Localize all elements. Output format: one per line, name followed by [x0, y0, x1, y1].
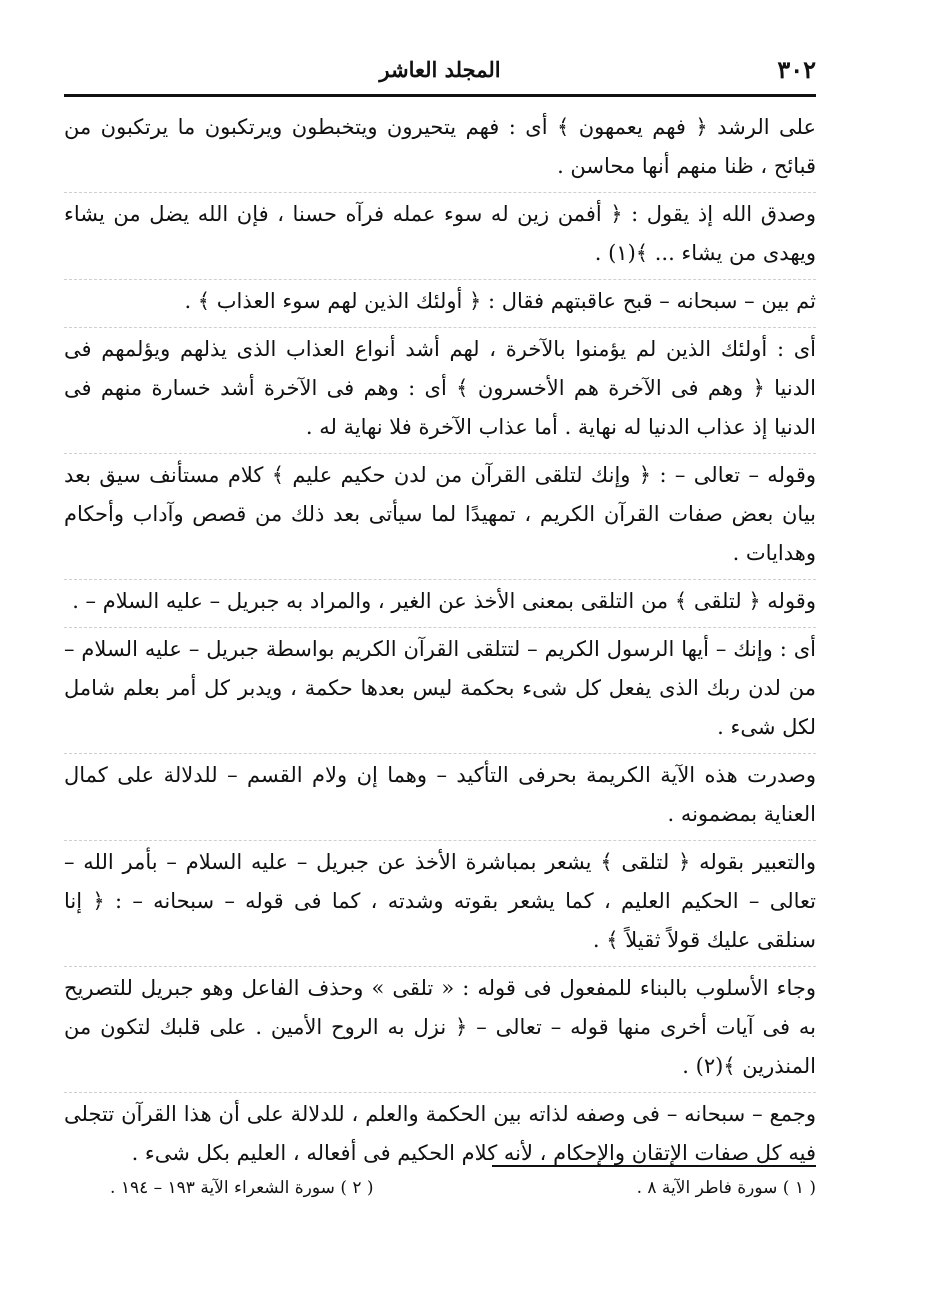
volume-title: المجلد العاشر — [379, 56, 501, 82]
paragraph: أى : أولئك الذين لم يؤمنوا بالآخرة ، لهم أشد أنواع العذاب الذى يذلهم ويؤلمهم فى الدنيا ﴿ وهم فى الآخرة هم الأخسرون ﴾ أى : وهم فى الآخرة أشد خسارة منهم فى الدنيا إذ عذاب الدنيا له نهاية . أما عذاب الآخرة فلا نهاية له . — [64, 327, 816, 447]
paragraph: وصدرت هذه الآية الكريمة بحرفى التأكيد – وهما إن ولام القسم – للدلالة على كمال العناية بمضمونه . — [64, 753, 816, 834]
paragraph: على الرشد ﴿ فهم يعمهون ﴾ أى : فهم يتحيرون ويتخبطون ويرتكبون ما يرتكبون من قبائح ، ظنا منهم أنها محاسن . — [64, 115, 816, 178]
paragraph: ثم بين – سبحانه – قبح عاقبتهم فقال : ﴿ أولئك الذين لهم سوء العذاب ﴾ . — [64, 279, 816, 321]
body-text — [64, 108, 816, 1179]
header-divider — [64, 94, 816, 97]
footnote-divider — [492, 1165, 816, 1167]
paragraph: وجاء الأسلوب بالبناء للمفعول فى قوله : « تلقى » وحذف الفاعل وهو جبريل للتصريح به فى آيات أخرى منها قوله – تعالى – ﴿ نزل به الروح الأمين . على قلبك لتكون من المنذرين ﴾(٢) . — [64, 966, 816, 1086]
paragraph: وصدق الله إذ يقول : ﴿ أفمن زين له سوء عمله فرآه حسنا ، فإن الله يضل من يشاء ويهدى من يشاء ... ﴾(١) . — [64, 192, 816, 273]
footnote-1: ( ١ ) سورة فاطر الآية ٨ . — [636, 1178, 816, 1198]
footnote-2: ( ٢ ) سورة الشعراء الآية ١٩٣ – ١٩٤ . — [110, 1178, 374, 1198]
paragraph: والتعبير بقوله ﴿ لتلقى ﴾ يشعر بمباشرة الأخذ عن جبريل – عليه السلام – بأمر الله – تعالى – الحكيم العليم ، كما يشعر بقوته وشدته ، كما فى قوله – سبحانه – : ﴿ إنا سنلقى عليك قولاً ثقيلاً ﴾ . — [64, 840, 816, 960]
paragraph: وقوله ﴿ لتلقى ﴾ من التلقى بمعنى الأخذ عن الغير ، والمراد به جبريل – عليه السلام – . — [64, 579, 816, 621]
page-header — [64, 46, 816, 92]
paragraph: وقوله – تعالى – : ﴿ وإنك لتلقى القرآن من لدن حكيم عليم ﴾ كلام مستأنف سيق بعد بيان بعض صفات القرآن الكريم ، تمهيدًا لما سيأتى بعد ذلك من قصص وآداب وأحكام وهدايات . — [64, 453, 816, 573]
paragraph: أى : وإنك – أيها الرسول الكريم – لتتلقى القرآن الكريم بواسطة جبريل – عليه السلام – من لدن ربك الذى يفعل كل شىء بحكمة ليس بعدها حكمة ، ويدبر كل أمر بعلم شامل لكل شىء . — [64, 627, 816, 747]
footnotes — [110, 1178, 816, 1198]
paragraph: وجمع – سبحانه – فى وصفه لذاته بين الحكمة والعلم ، للدلالة على أن هذا القرآن تتجلى فيه كل صفات الإتقان والإحكام ، لأنه كلام الحكيم فى أفعاله ، العليم بكل شىء . — [64, 1092, 816, 1173]
page-number: ٣٠٢ — [777, 54, 816, 84]
